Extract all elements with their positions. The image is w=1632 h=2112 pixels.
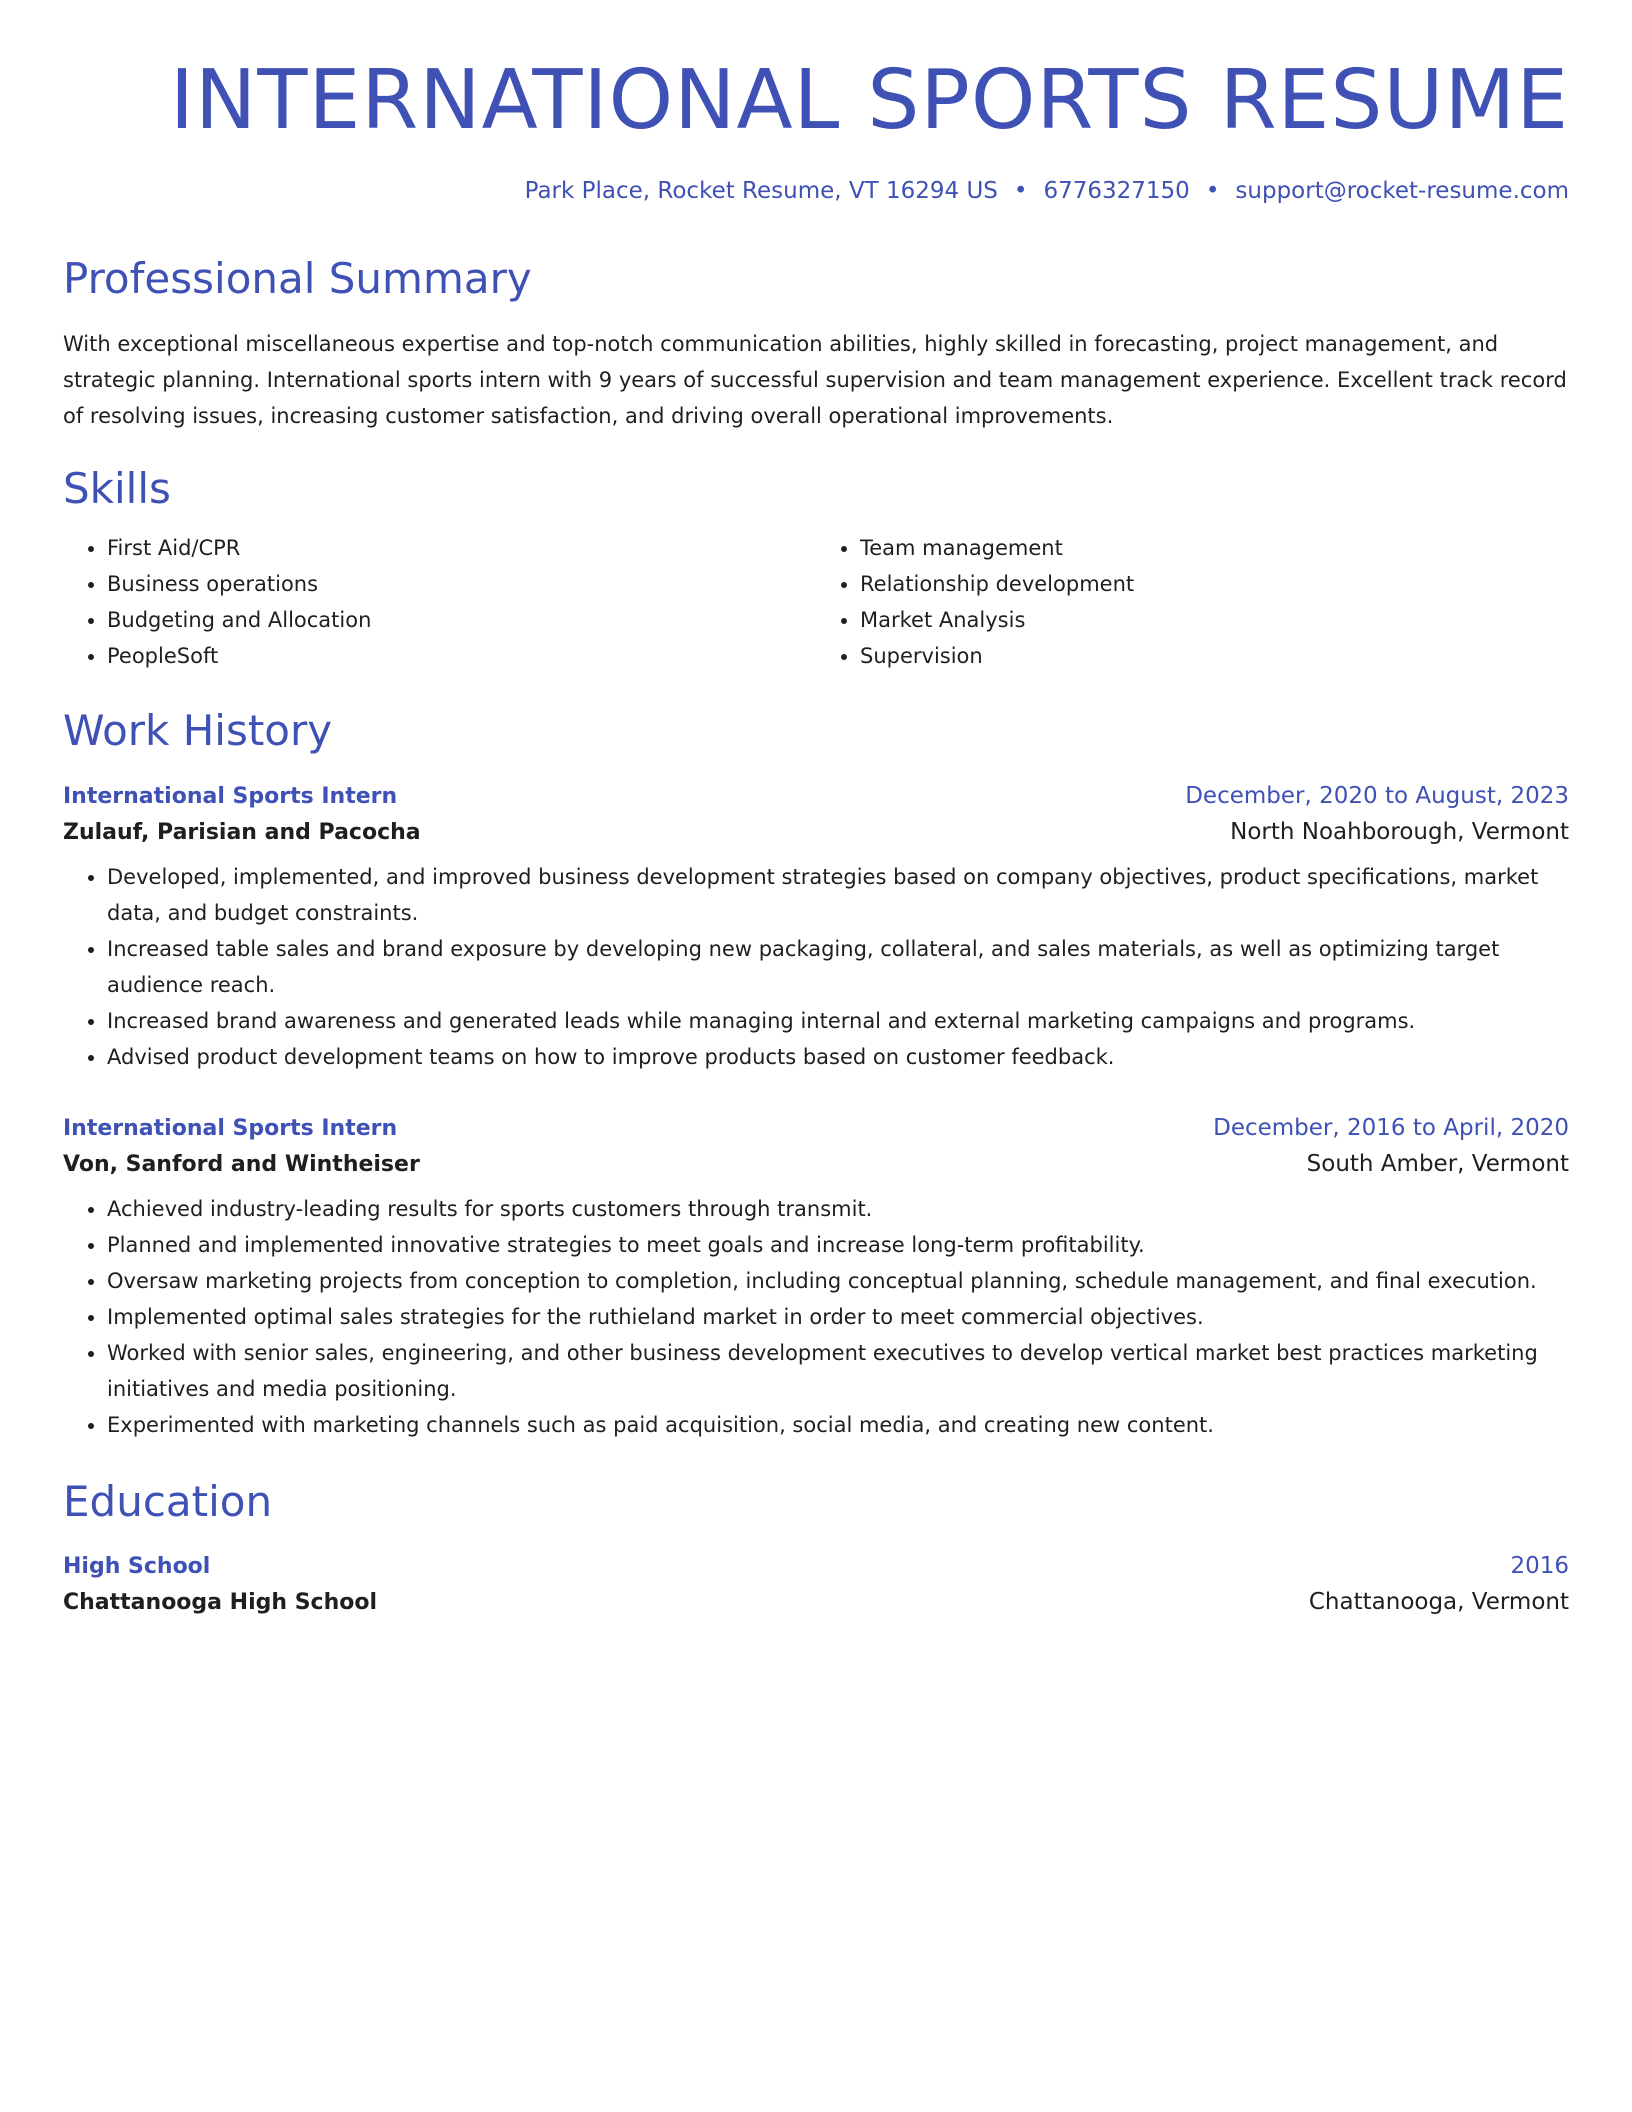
contact-line [63, 178, 1569, 204]
responsibility-item: • Implemented optimal sales strategies for the ruthieland market in order to meet commercial objectives. [107, 1299, 1569, 1335]
skill-item: • Supervision [860, 638, 1569, 674]
responsibility-item: • Increased table sales and brand exposure by developing new packaging, collateral, and sales materials, as well as optimizing target audience reach. [107, 931, 1569, 1003]
school-name: Chattanooga High School [63, 1589, 378, 1615]
employer-name: Von, Sanford and Wintheiser [63, 1151, 420, 1177]
job-responsibilities [63, 1191, 1569, 1443]
skill-item: • Relationship development [860, 566, 1569, 602]
contact-separator: • [1013, 178, 1028, 204]
education-heading: Education [63, 1476, 273, 1526]
job-entry [63, 783, 1569, 1075]
job-entry [63, 1115, 1569, 1443]
skills-grid [63, 530, 1569, 674]
responsibility-item: • Increased brand awareness and generated leads while managing internal and external marketing campaigns and programs. [107, 1003, 1569, 1039]
skills-list-left [63, 530, 816, 674]
skill-item: • Team management [860, 530, 1569, 566]
work-history-heading: Work History [63, 706, 333, 756]
responsibility-item: • Advised product development teams on how to improve products based on customer feedback. [107, 1039, 1569, 1075]
contact-separator: • [1205, 178, 1220, 204]
job-dates: December, 2020 to August, 2023 [1185, 782, 1569, 809]
degree: High School [63, 1553, 211, 1579]
skills-list-right [816, 530, 1569, 674]
school-location: Chattanooga, Vermont [1308, 1588, 1569, 1615]
responsibility-item: • Planned and implemented innovative strategies to meet goals and increase long-term profitability. [107, 1227, 1569, 1263]
contact-address: Park Place, Rocket Resume, VT 16294 US [524, 178, 998, 204]
skill-item: • Budgeting and Allocation [107, 602, 816, 638]
contact-email: support@rocket-resume.com [1235, 178, 1569, 204]
resume-title: INTERNATIONAL SPORTS RESUME [169, 53, 1569, 148]
skill-item: • PeopleSoft [107, 638, 816, 674]
employer-name: Zulauf, Parisian and Pacocha [63, 819, 421, 845]
responsibility-item: • Achieved industry-leading results for sports customers through transmit. [107, 1191, 1569, 1227]
responsibility-item: • Developed, implemented, and improved business development strategies based on company objectives, product specifications, market data, and budget constraints. [107, 859, 1569, 931]
contact-phone: 6776327150 [1043, 178, 1190, 204]
job-dates: December, 2016 to April, 2020 [1213, 1114, 1569, 1141]
summary-heading: Professional Summary [63, 254, 532, 303]
job-location: South Amber, Vermont [1306, 1150, 1569, 1177]
skill-item: • First Aid/CPR [107, 530, 816, 566]
responsibility-item: • Worked with senior sales, engineering, and other business development executives to develop vertical market best practices marketing initiatives and media positioning. [107, 1335, 1569, 1407]
job-responsibilities [63, 859, 1569, 1075]
job-location: North Noahborough, Vermont [1230, 818, 1569, 845]
skill-item: • Market Analysis [860, 602, 1569, 638]
skill-item: • Business operations [107, 566, 816, 602]
graduation-year: 2016 [1510, 1552, 1569, 1579]
skills-heading: Skills [63, 464, 171, 514]
job-title: International Sports Intern [63, 783, 398, 809]
responsibility-item: • Oversaw marketing projects from conception to completion, including conceptual planning, schedule management, and final execution. [107, 1263, 1569, 1299]
responsibility-item: • Experimented with marketing channels such as paid acquisition, social media, and creating new content. [107, 1407, 1569, 1443]
education-entry [63, 1553, 1569, 1615]
job-title: International Sports Intern [63, 1115, 398, 1141]
summary-text: With exceptional miscellaneous expertise and top-notch communication abilities, highly skilled in forecasting, project management, and strategic planning. International sports intern with 9 years of successful supervision and team management experience. Excellent track record of resolving issues, increasing customer satisfaction, and driving overall operational improvements. [63, 332, 1567, 429]
